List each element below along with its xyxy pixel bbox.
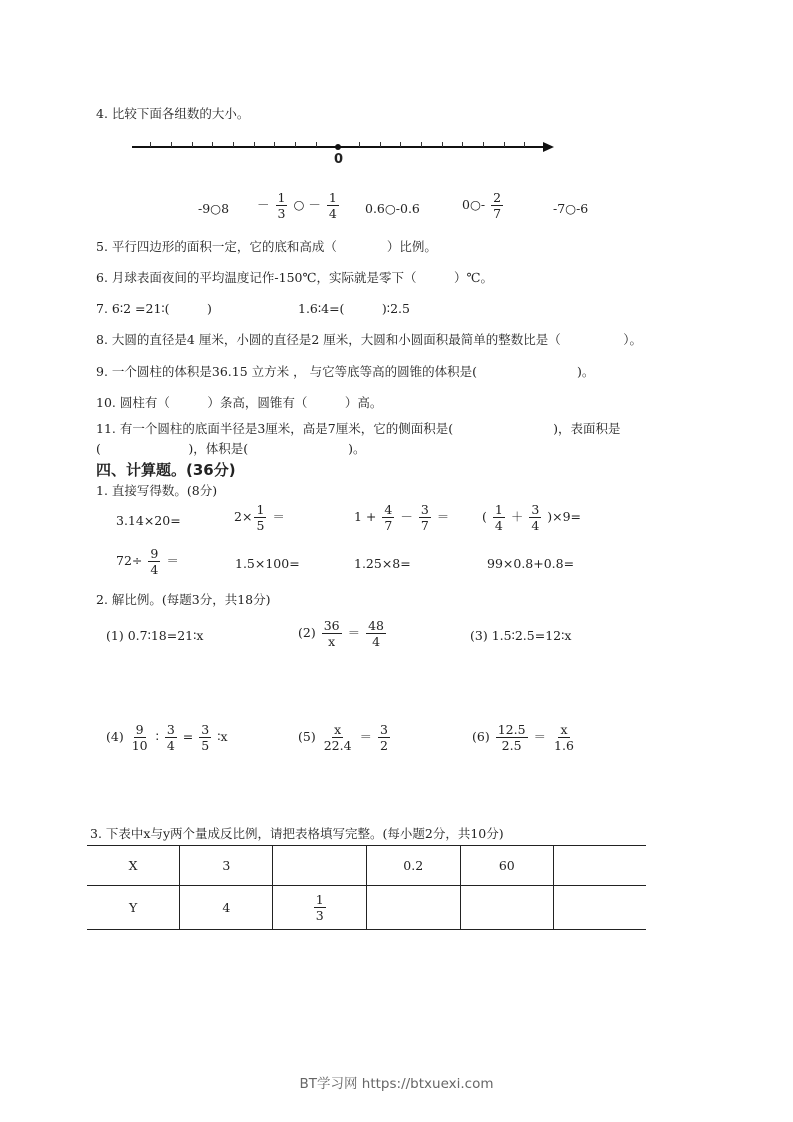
numerator: 1 [328, 190, 337, 205]
numerator: 4 [384, 502, 393, 517]
calc-item: 99×0.8+0.8= [487, 556, 575, 571]
proportion-item [470, 628, 571, 644]
expr: ＋ [510, 509, 524, 524]
calc-item [354, 502, 449, 533]
denominator: 7 [420, 518, 429, 533]
fraction [366, 618, 386, 649]
numerator: 48 [368, 618, 384, 633]
inverse-proportion-table [87, 845, 646, 930]
fraction [382, 502, 394, 533]
table-cell-blank[interactable] [273, 846, 366, 886]
denominator: 22.4 [323, 738, 352, 753]
fraction [493, 502, 505, 533]
table-cell-blank[interactable] [554, 846, 646, 886]
numerator: 3 [380, 722, 388, 737]
table-cell-blank[interactable] [460, 886, 553, 930]
tick [442, 142, 443, 147]
proportion-item [298, 618, 388, 649]
question-7-part-2: 1.6∶4=( )∶2.5 [298, 301, 410, 316]
fraction [130, 722, 150, 753]
expr: 2× [234, 509, 253, 524]
proportion-item [298, 722, 392, 753]
numerator: 1 [494, 502, 503, 517]
denominator: 4 [372, 634, 381, 649]
compare-circle: ○ － [293, 197, 321, 212]
numerator: 3 [201, 722, 210, 737]
fraction [148, 546, 160, 577]
item-label: (4) [106, 729, 124, 744]
numerator: 9 [135, 722, 144, 737]
numerator: 9 [150, 546, 159, 561]
tick [380, 142, 381, 147]
section-heading: 四、计算题。(36分) [96, 461, 236, 479]
fraction [199, 722, 211, 753]
denominator: 4 [494, 518, 503, 533]
denominator: 10 [131, 738, 148, 753]
calc-item: 3.14×20= [116, 513, 181, 528]
table-cell: X [128, 858, 138, 873]
denominator: 4 [150, 562, 159, 577]
tick [524, 142, 525, 147]
table-cell: 0.2 [366, 846, 460, 886]
calc-item: 1.25×8= [354, 556, 411, 571]
calc-item [234, 502, 285, 533]
comparison-5: -7○-6 [553, 201, 589, 216]
fraction [165, 722, 177, 753]
expr: ＝ [359, 729, 373, 744]
question-11-line-1: 11. 有一个圆柱的底面半径是3厘米，高是7厘米，它的侧面积是( )，表面积是 [96, 421, 621, 436]
denominator: 2.5 [501, 738, 522, 753]
expr: ∶x [217, 729, 228, 744]
denominator: 1.6 [554, 738, 574, 753]
tick [421, 142, 422, 147]
expr: )×9= [547, 509, 582, 524]
numerator: 1 [256, 502, 265, 517]
table-cell [273, 886, 366, 930]
expr: ＝ [166, 553, 179, 568]
question-11-line-2: ( )，体积是( )。 [96, 441, 366, 456]
tick [316, 142, 317, 147]
calc-1-title: 1. 直接写得数。(8分) [96, 483, 218, 498]
question-5: 5. 平行四边形的面积一定，它的底和高成（ ）比例。 [96, 239, 437, 254]
tick [295, 142, 296, 147]
tick [274, 142, 275, 147]
tick [233, 142, 234, 147]
proportion-item [106, 628, 203, 644]
fraction [496, 722, 528, 753]
fraction [419, 502, 431, 533]
question-7-part-1: 7. 6∶2 =21∶( ) [96, 301, 212, 316]
tick [504, 142, 505, 147]
tick [150, 142, 151, 147]
denominator: 5 [256, 518, 265, 533]
numerator: 12.5 [497, 722, 526, 737]
denominator: 7 [384, 518, 393, 533]
expr: 1 + [354, 509, 377, 524]
item-label: (3) [470, 628, 488, 643]
numerator: 36 [323, 618, 340, 633]
question-6: 6. 月球表面夜间的平均温度记作-150℃，实际就是零下（ ）℃。 [96, 270, 493, 285]
numerator: 3 [166, 722, 175, 737]
fraction [314, 892, 326, 923]
arrow-right-icon [543, 142, 554, 152]
denominator: 3 [277, 206, 286, 221]
fraction [327, 190, 339, 221]
item-label: (5) [298, 729, 316, 744]
table-cell-blank[interactable] [366, 886, 460, 930]
tick [400, 142, 401, 147]
fraction [322, 618, 342, 649]
compare-text: 0○- [462, 197, 486, 212]
fraction [322, 722, 354, 753]
comparison-2 [257, 190, 341, 221]
table-cell: 4 [180, 886, 273, 930]
expr: ＝ [436, 509, 450, 524]
denominator: 4 [531, 518, 540, 533]
denominator: 4 [328, 206, 337, 221]
tick [462, 142, 463, 147]
tick [254, 142, 255, 147]
origin-dot [335, 144, 341, 150]
comparison-3: 0.6○-0.6 [365, 201, 420, 216]
fraction [491, 190, 503, 221]
expr: ( [482, 509, 487, 524]
tick [212, 142, 213, 147]
expr: ＝ [272, 509, 285, 524]
denominator: 3 [315, 908, 324, 923]
comparison-1: -9○8 [198, 201, 230, 216]
expr: 72÷ [116, 553, 143, 568]
table-cell: 3 [180, 846, 273, 886]
denominator: 7 [493, 206, 502, 221]
expr: 0.7∶18=21∶x [127, 628, 204, 643]
expr: ∶ [155, 729, 159, 744]
numerator: x [334, 722, 342, 737]
numerator: 1 [315, 892, 324, 907]
calc-item [482, 502, 581, 533]
expr: ＝ [533, 729, 547, 744]
expr: － [400, 509, 413, 524]
item-label: (2) [298, 625, 316, 640]
item-label: (1) [106, 628, 124, 643]
calc-3-title: 3. 下表中x与y两个量成反比例，请把表格填写完整。(每小题2分，共10分) [90, 826, 504, 841]
calc-2-title: 2. 解比例。(每题3分，共18分) [96, 592, 271, 607]
fraction [552, 722, 576, 753]
table-cell: 60 [460, 846, 553, 886]
calc-item: 1.5×100= [235, 556, 300, 571]
tick [192, 142, 193, 147]
numerator: 1 [277, 190, 286, 205]
number-line-axis [132, 146, 552, 148]
numerator: 3 [531, 502, 540, 517]
numerator: 3 [420, 502, 429, 517]
fraction [378, 722, 390, 753]
numerator: x [560, 722, 568, 737]
question-9: 9. 一个圆柱的体积是36.15 立方米 ， 与它等底等高的圆锥的体积是( )。 [96, 364, 595, 379]
denominator: 2 [380, 738, 388, 753]
table-cell-blank[interactable] [554, 886, 646, 930]
table-row-x [87, 846, 646, 886]
calc-item [116, 546, 179, 577]
expr: 1.5∶2.5=12∶x [491, 628, 572, 643]
zero-label: 0 [334, 152, 344, 167]
fraction [254, 502, 266, 533]
denominator: 4 [166, 738, 175, 753]
tick [171, 142, 172, 147]
table-cell: Y [128, 900, 138, 915]
tick [483, 142, 484, 147]
fraction [276, 190, 288, 221]
sign: － [257, 197, 270, 212]
item-label: (6) [472, 729, 490, 744]
numerator: 2 [493, 190, 502, 205]
fraction [529, 502, 541, 533]
denominator: x [328, 634, 336, 649]
footer-watermark: BT学习网 https://btxuexi.com [299, 1076, 494, 1092]
expr: ＝ [347, 625, 361, 640]
question-8: 8. 大圆的直径是4 厘米，小圆的直径是2 厘米，大圆和小圆面积最简单的整数比是（ ）。 [96, 332, 643, 347]
denominator: 5 [201, 738, 210, 753]
table-row-y [87, 886, 646, 930]
proportion-item [472, 722, 578, 753]
question-10: 10. 圆柱有（ ）条高，圆锥有（ ）高。 [96, 395, 383, 410]
expr: = [182, 729, 194, 744]
proportion-item [106, 722, 228, 753]
question-4: 4. 比较下面各组数的大小。 [96, 106, 250, 121]
tick [359, 142, 360, 147]
comparison-4 [462, 190, 505, 221]
